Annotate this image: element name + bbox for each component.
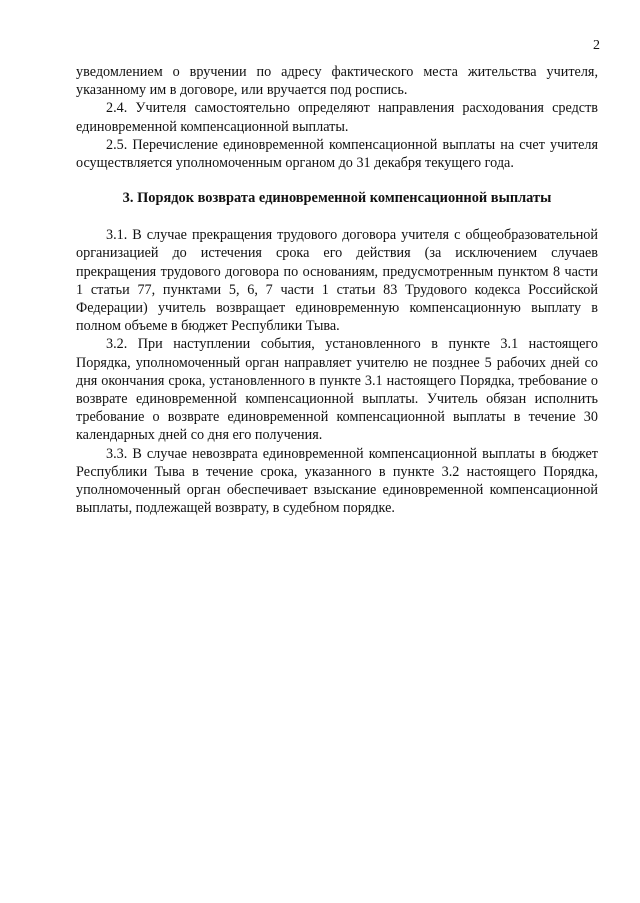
- paragraph-2-5: 2.5. Перечисление единовременной компенсационной выплаты на счет учителя осуществляется уполномоченным органом до 31 декабря текущего года.: [76, 136, 598, 172]
- section-heading: 3. Порядок возврата единовременной компенсационной выплаты: [122, 190, 552, 207]
- paragraph-3-1: 3.1. В случае прекращения трудового договора учителя с общеобразовательной организацией до истечения срока его действия (за исключением случаев прекращения трудового договора по основаниям, предусмотренным пунктом 8 части 1 статьи 77, пунктами 5, 6, 7 части 1 статьи 83 Трудового кодекса Российской Федерации) учитель возвращает единовременную компенсационную выплату в полном объеме в бюджет Республики Тыва.: [76, 227, 598, 335]
- paragraph-3-3: 3.3. В случае невозврата единовременной компенсационной выплаты в бюджет Республики Тыва в течение срока, указанного в пункте 3.2 настоящего Порядка, уполномоченный орган обеспечивает взыскание единовременной компенсационной выплаты, подлежащей возврату, в судебном порядке.: [76, 445, 598, 517]
- page-number: 2: [593, 38, 600, 53]
- paragraph-2-4: 2.4. Учителя самостоятельно определяют направления расходования средств единовременной компенсационной выплаты.: [76, 100, 598, 135]
- paragraph-3-2: 3.2. При наступлении события, установленного в пункте 3.1 настоящего Порядка, уполномоченный орган направляет учителю не позднее 5 рабочих дней со дня окончания срока, установленного в пункте 3.1 настоящего Порядка, требование о возврате единовременной компенсационной выплаты. Учитель обязан исполнить требование о возврате единовременной компенсационной выплаты в течение 30 календарных дней со дня его получения.: [76, 336, 598, 444]
- paragraph-continuation: уведомлением о вручении по адресу фактического места жительства учителя, указанному им в договоре, или вручается под роспись.: [76, 64, 598, 99]
- document-body: [76, 63, 598, 517]
